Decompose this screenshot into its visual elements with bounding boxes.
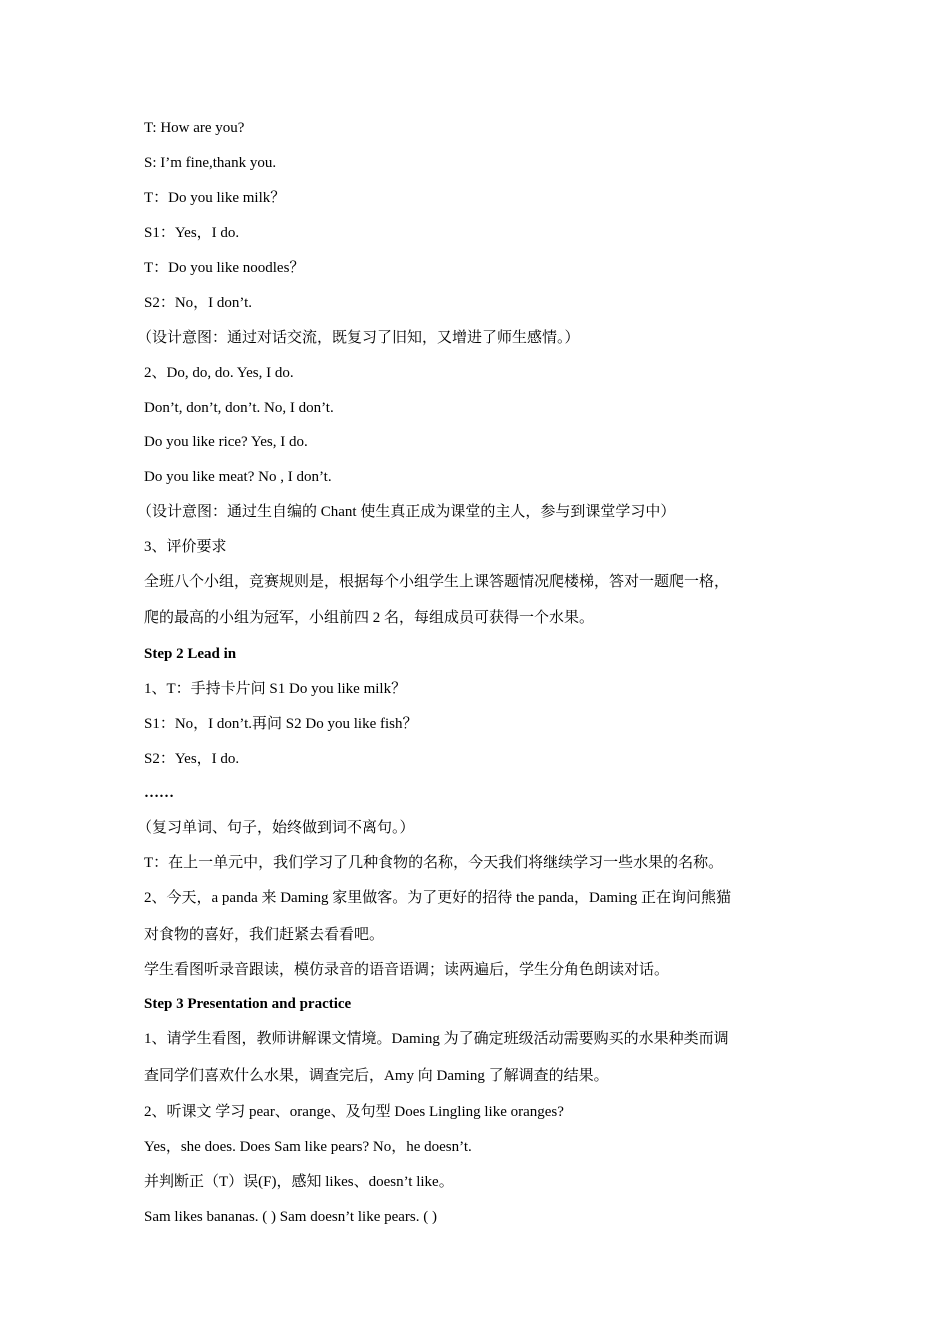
review-note: （复习单词、句子，始终做到词不离句。） [137,820,415,836]
true-false-exercise: Sam likes bananas. ( ) Sam doesn’t like pears. ( ) [144,1209,437,1225]
chant-line-4: Do you like meat? No , I don’t. [144,469,332,485]
design-intent-note-1: （设计意图：通过对话交流，既复习了旧知，又增进了师生感情。） [137,330,580,346]
true-false-instruction: 并判断正（T）误(F)，感知 likes、doesn’t like。 [144,1174,454,1190]
dialogue-line-teacher-noodles: T：Do you like noodles？ [144,260,305,276]
evaluation-rule-line-1: 全班八个小组，竞赛规则是，根据每个小组学生上课答题情况爬楼梯，答对一题爬一格， [144,574,730,590]
evaluation-requirement-title: 3、评价要求 [144,539,227,555]
dialogue-line-s1-yes: S1：Yes，I do. [144,225,240,241]
lead-in-line-3: S2：Yes，I do. [144,751,240,767]
step-heading-3: Step 3 Presentation and practice [144,996,352,1012]
panda-story-line-1: 2、今天，a panda 来 Daming 家里做客。为了更好的招待 the panda，Daming 正在询问熊猫 [144,890,732,906]
listening-practice-line: 学生看图听录音跟读，模仿录音的语音语调；读两遍后，学生分角色朗读对话。 [144,962,670,978]
dialogue-line-teacher-milk: T：Do you like milk？ [144,190,286,206]
panda-story-line-2: 对食物的喜好，我们赶紧去看看吧。 [144,927,385,943]
chant-line-2: Don’t, don’t, don’t. No, I don’t. [144,400,334,416]
lead-in-line-1: 1、T：手持卡片问 S1 Do you like milk？ [144,681,407,697]
dialogue-line-s2-no: S2：No，I don’t. [144,295,253,311]
presentation-line-2: 查同学们喜欢什么水果，调查完后，Amy 向 Daming 了解调查的结果。 [144,1068,609,1084]
dialogue-line-student-reply: S: I’m fine,thank you. [144,155,277,171]
design-intent-note-2: （设计意图：通过生自编的 Chant 使生真正成为课堂的主人，参与到课堂学习中） [137,504,676,520]
chant-line-3: Do you like rice? Yes, I do. [144,434,308,450]
presentation-line-1: 1、请学生看图，教师讲解课文情境。Daming 为了确定班级活动需要购买的水果种类而调 [144,1031,729,1047]
dialogue-line-teacher-greeting: T: How are you? [144,120,245,136]
ellipsis: …… [144,785,174,801]
evaluation-rule-line-2: 爬的最高的小组为冠军，小组前四 2 名，每组成员可获得一个水果。 [144,610,595,626]
presentation-line-3: 2、听课文 学习 pear、orange、及句型 Does Lingling like oranges? [144,1104,564,1120]
step-heading-2: Step 2 Lead in [144,646,237,662]
teacher-intro-line: T：在上一单元中，我们学习了几种食物的名称，今天我们将继续学习一些水果的名称。 [144,855,724,871]
presentation-line-4: Yes，she does. Does Sam like pears? No，he doesn’t. [144,1139,472,1155]
lead-in-line-2: S1：No，I don’t.再问 S2 Do you like fish？ [144,716,418,732]
chant-line-1: 2、Do, do, do. Yes, I do. [144,365,294,381]
